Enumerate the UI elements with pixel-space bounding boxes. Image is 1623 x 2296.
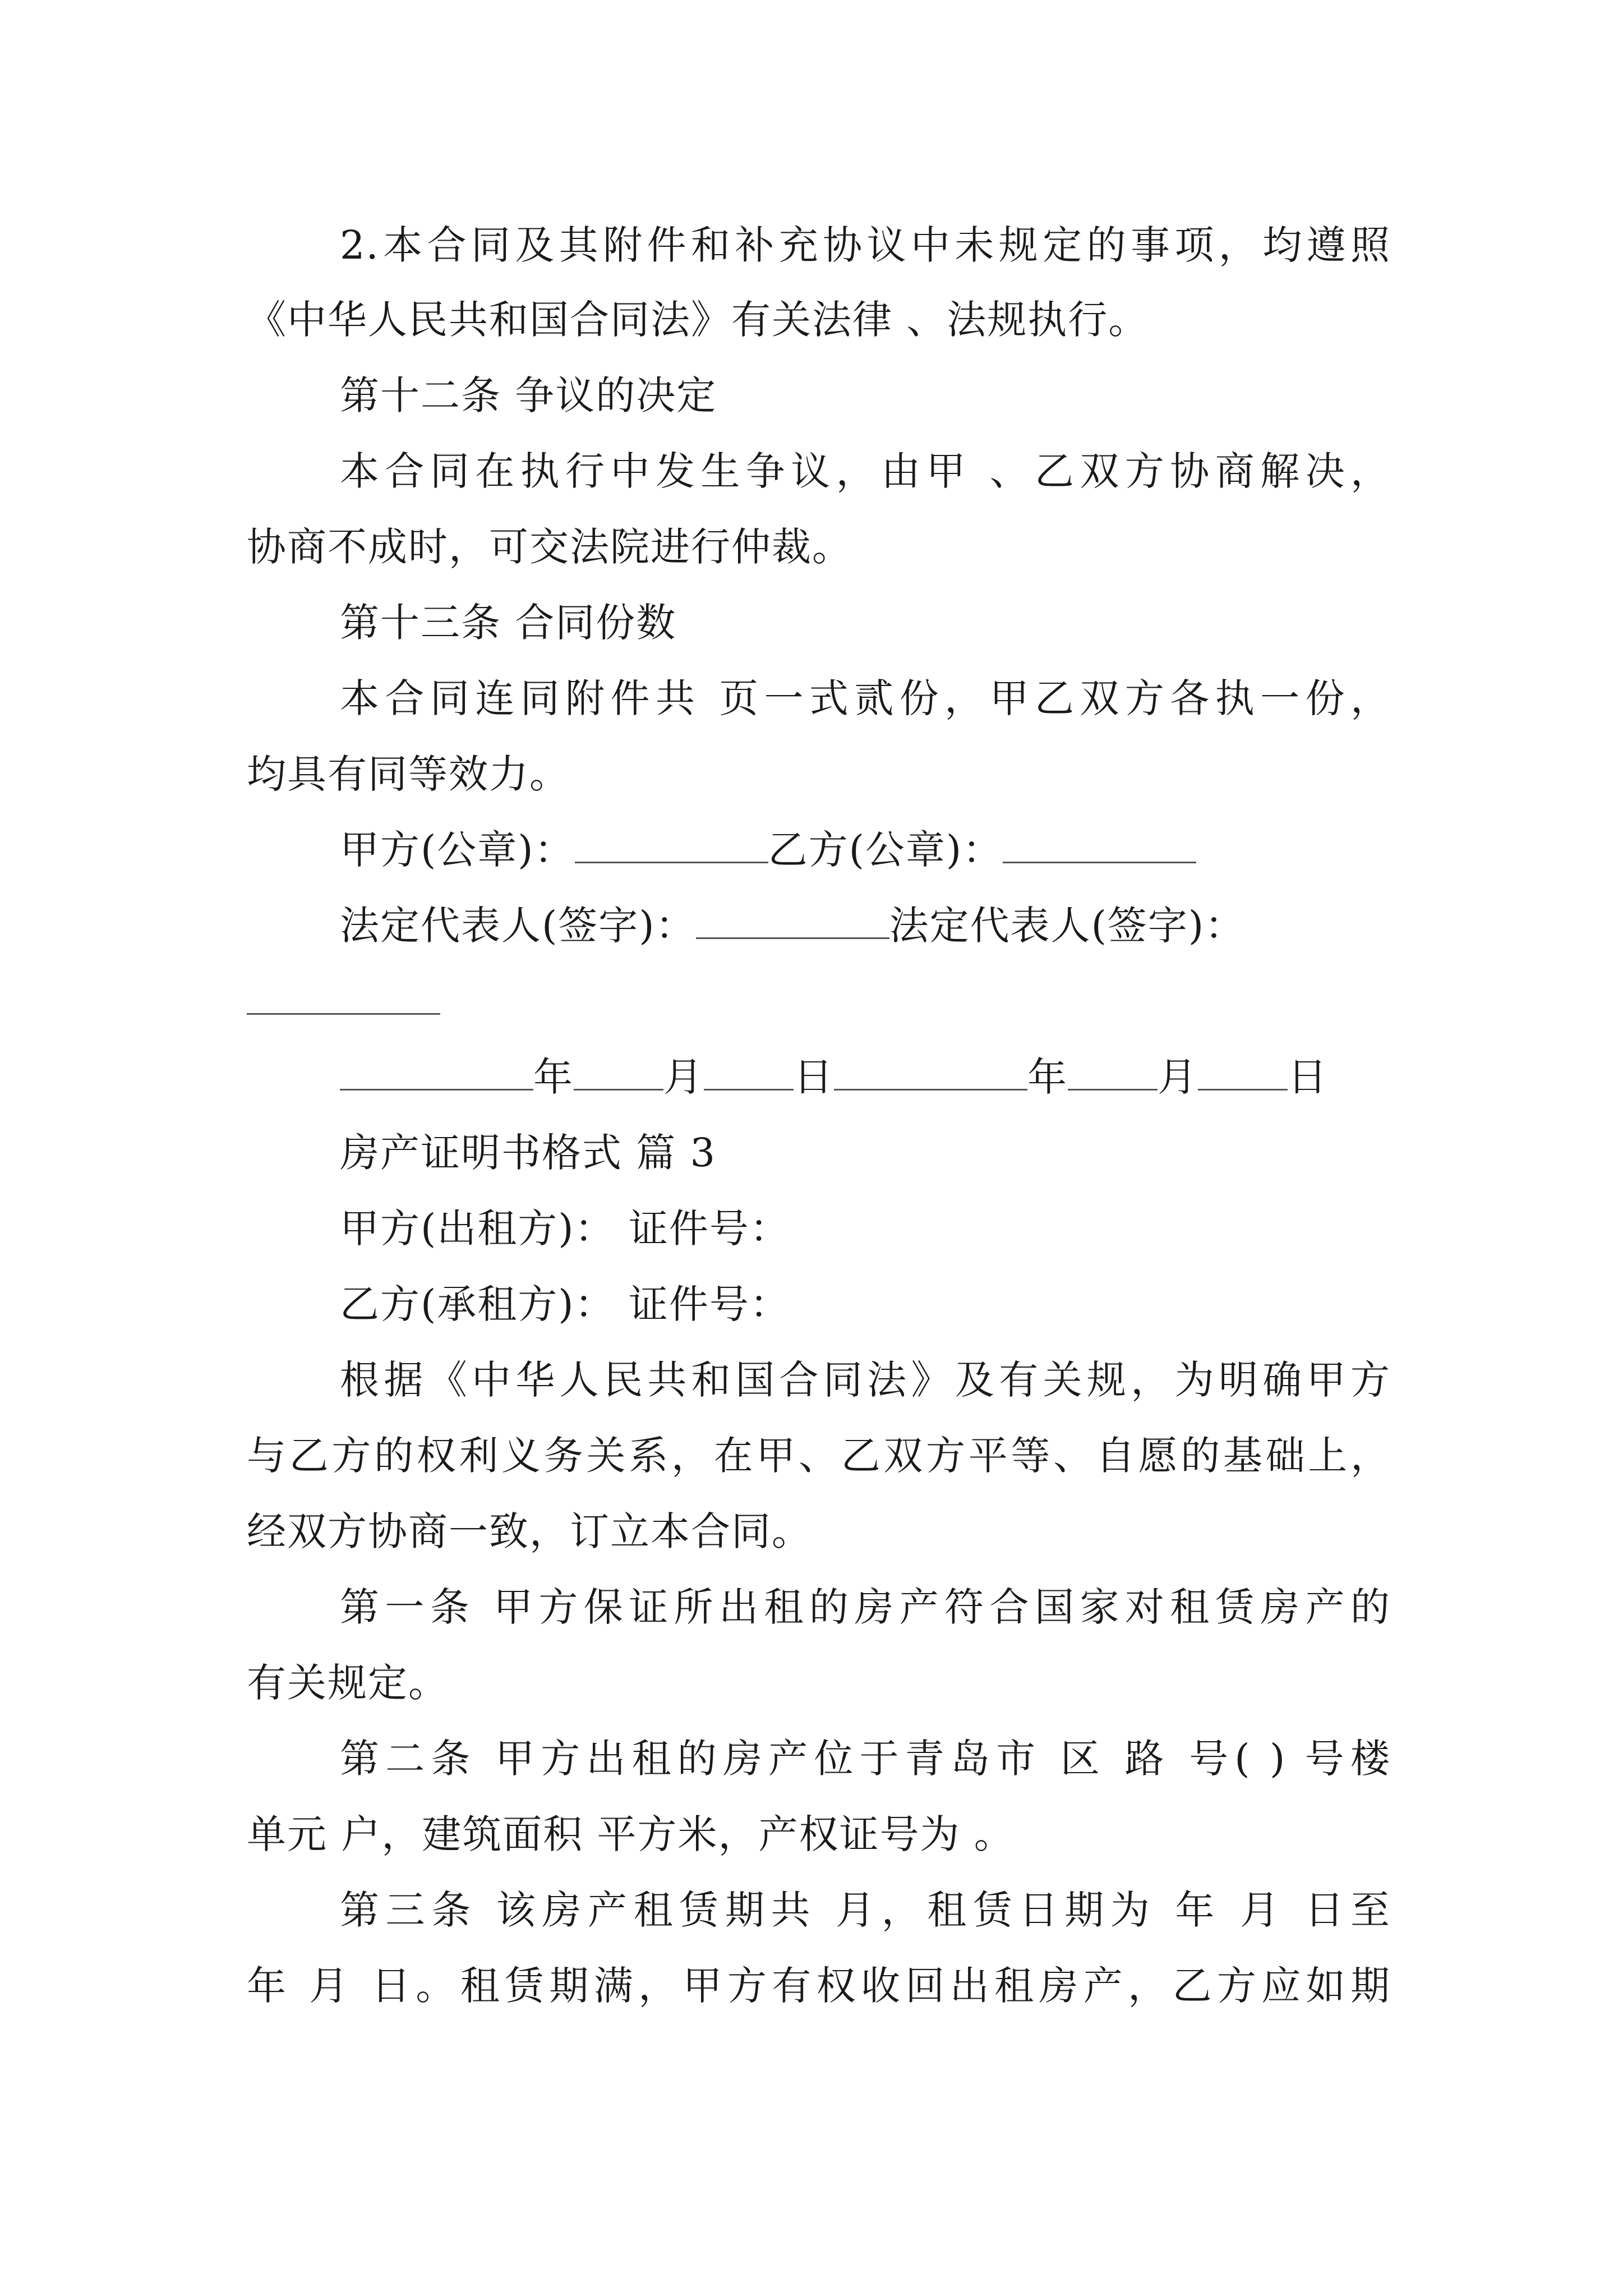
article-2-line-1: 第二条 甲方出租的房产位于青岛市 区 路 号( ) 号楼 — [340, 1736, 1391, 1782]
date-b-day-blank — [1198, 1055, 1288, 1091]
text-line-1: 2.本合同及其附件和补充协议中未规定的事项，均遵照 — [340, 222, 1391, 268]
date-b-month: 月 — [1158, 1054, 1198, 1100]
party-b-seal-label: 乙方(公章)： — [768, 827, 1003, 873]
date-a-year: 年 — [533, 1054, 574, 1100]
article-1-line-1: 第一条 甲方保证所出租的房产符合国家对租赁房产的 — [340, 1584, 1391, 1630]
text-line-5: 协商不成时，可交法院进行仲裁。 — [247, 524, 852, 570]
text-line-8: 均具有同等效力。 — [247, 751, 570, 797]
text-line-4: 本合同在执行中发生争议，由甲 、乙双方协商解决， — [340, 448, 1391, 494]
article-1-line-2: 有关规定。 — [247, 1660, 449, 1706]
date-a-day-blank — [704, 1055, 794, 1091]
article-2-line-2: 单元 户，建筑面积 平方米，产权证号为 。 — [247, 1811, 1015, 1857]
date-a-month: 月 — [663, 1054, 704, 1100]
article-13-heading: 第十三条 合同份数 — [340, 600, 677, 646]
date-a-month-blank — [574, 1055, 663, 1091]
date-b-year: 年 — [1027, 1054, 1068, 1100]
representative-line — [247, 898, 1391, 954]
article-3-line-2: 年 月 日。租赁期满，甲方有权收回出租房产，乙方应如期 — [247, 1963, 1391, 2009]
date-a-year-blank — [340, 1055, 533, 1091]
date-b-day: 日 — [1288, 1054, 1328, 1100]
party-b-seal-blank — [1003, 828, 1196, 863]
lessee-line: 乙方(承租方)： 证件号： — [340, 1281, 790, 1327]
rep-b-label: 法定代表人(签字)： — [889, 903, 1246, 949]
seal-line — [247, 822, 1391, 878]
date-b-year-blank — [834, 1055, 1027, 1091]
article-3-line-1: 第三条 该房产租赁期共 月，租赁日期为 年 月 日至 — [340, 1887, 1391, 1933]
para-line-1: 根据《中华人民共和国合同法》及有关规，为明确甲方 — [340, 1357, 1391, 1403]
rep-b-blank — [247, 979, 440, 1015]
text-line-7: 本合同连同附件共 页一式贰份，甲乙双方各执一份， — [340, 675, 1391, 721]
rep-a-blank — [696, 904, 889, 939]
date-b-month-blank — [1068, 1055, 1158, 1091]
party-a-seal-label: 甲方(公章)： — [340, 827, 575, 873]
lessor-line: 甲方(出租方)： 证件号： — [340, 1205, 790, 1251]
party-a-seal-blank — [575, 828, 768, 863]
date-a-day: 日 — [794, 1054, 834, 1100]
article-12-heading: 第十二条 争议的决定 — [340, 372, 717, 418]
section-3-title: 房产证明书格式 篇 3 — [340, 1130, 717, 1176]
para-line-2: 与乙方的权利义务关系，在甲、乙双方平等、自愿的基础上， — [247, 1433, 1391, 1479]
rep-b-blank-line — [247, 973, 1391, 1029]
text-line-2: 《中华人民共和国合同法》有关法律 、法规执行。 — [247, 297, 1149, 343]
date-line — [247, 1049, 1391, 1105]
rep-a-label: 法定代表人(签字)： — [340, 903, 696, 949]
para-line-3: 经双方协商一致，订立本合同。 — [247, 1508, 812, 1554]
